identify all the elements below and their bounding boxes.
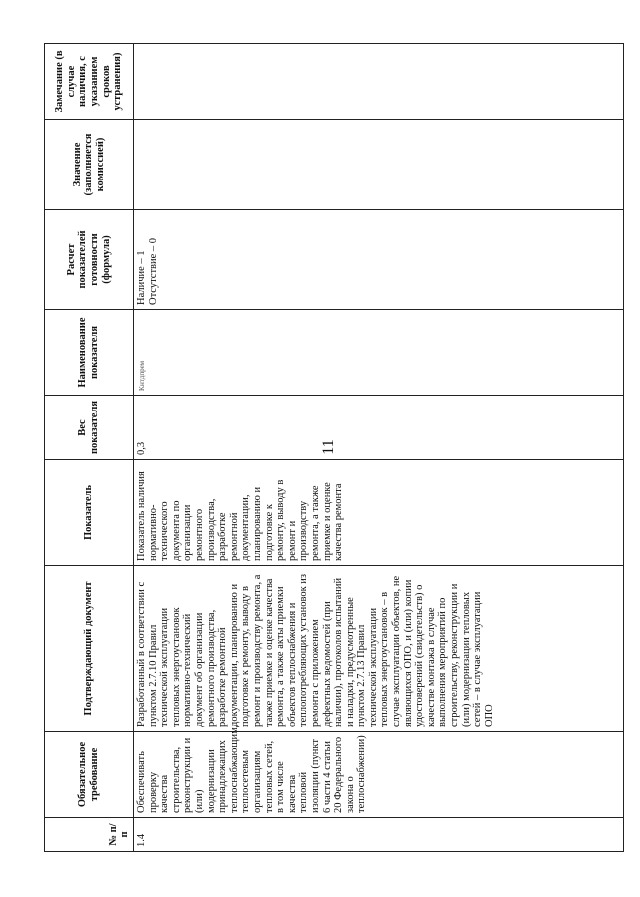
cell-name — [134, 310, 624, 396]
cell-weight: 0,3 — [134, 396, 624, 460]
header-remark: Замечание (в случае наличия, с указанием сроков устранения) — [45, 44, 134, 120]
cell-requirement: Обеспечивать проверку качества строительства, реконструкции и (или) модернизации принадлежащих теплоснабжающим, теплосетевым организациям тепловых сетей, в том числе качества тепловой изоляции (пункт 6 части 4 статьи 20 Федерального закона о теплоснабжении) — [134, 732, 624, 818]
calc-line-presence: Наличие – 1 — [136, 250, 147, 305]
header-num: № п/п — [45, 818, 134, 852]
cell-remark[interactable] — [134, 44, 624, 120]
cell-value[interactable] — [134, 120, 624, 210]
cell-document: Разработанный в соответствии с пунктом 2.7.10 Правил технической эксплуатации тепловых энергоустановок нормативно-технический документ об организации ремонтного производства, разработке ремонтной документации, планированию и подготовке к ремонту, выводу в ремонт и производству ремонта, а также приемке и оценке качества ремонта, а также акты приемки объектов теплоснабжения и теплопотребляющих установок из ремонта с приложением дефектных ведомостей (при наличии), протоколов испытаний и наладки, предусмотренные пунктом 2.7.13 Правил технической эксплуатации тепловых энергоустановок – в случае эксплуатации объектов, не являющихся ОПО, и (или) копии удостоверений (свидетельств) о качестве монтажа в случае выполнения мероприятий по строительству, реконструкции и (или) модернизации тепловых сетей – в случае эксплуатации ОПО — [134, 566, 624, 732]
header-indicator: Показатель — [45, 460, 134, 566]
header-requirement: Обязательное требование — [45, 732, 134, 818]
table-header-row — [45, 44, 134, 852]
header-name: Наименование показателя — [45, 310, 134, 396]
header-weight: Вес показателя — [45, 396, 134, 460]
readiness-table — [44, 43, 624, 852]
calc-line-absence: Отсутствие – 0 — [147, 237, 159, 305]
indicator-code: Kнтдпрем — [138, 360, 146, 391]
page-number: 11 — [320, 439, 337, 455]
cell-num: 1.4 — [134, 818, 624, 852]
header-document: Подтверждающий документ — [45, 566, 134, 732]
header-value: Значение (заполняется комиссией) — [45, 120, 134, 210]
readiness-table-wrapper — [44, 44, 624, 852]
table-row — [134, 44, 624, 852]
header-calc: Расчет показателей готовности (формула) — [45, 210, 134, 310]
cell-indicator: Показатель наличия нормативно-технического документа по организации ремонтного производства, разработке ремонтной документации, планированию и подготовке к ремонту, выводу в ремонт и производству ремонта, а также приемке и оценке качества ремонта — [134, 460, 624, 566]
cell-calc — [134, 210, 624, 310]
